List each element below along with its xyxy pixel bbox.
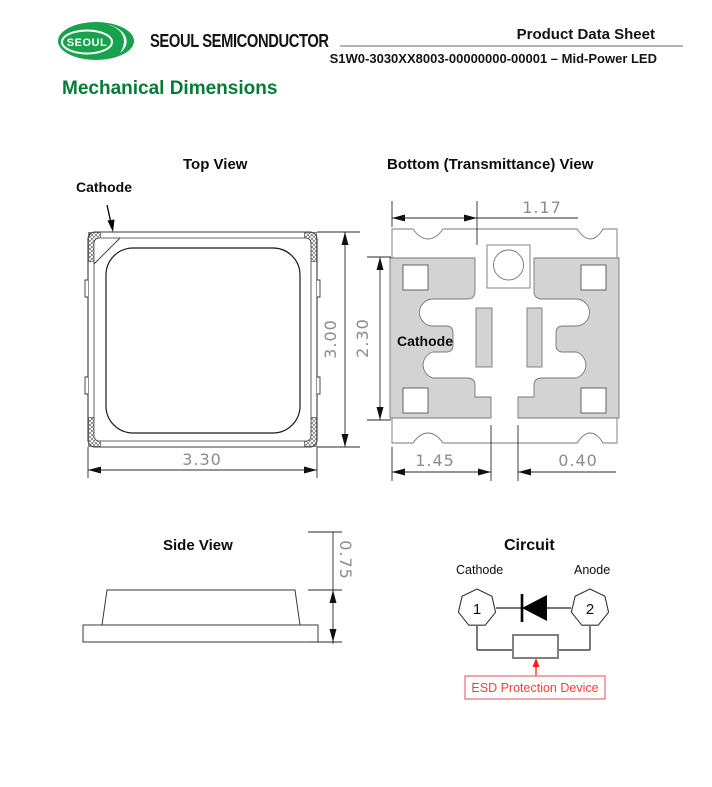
doc-type-title: Product Data Sheet <box>516 26 655 43</box>
top-view-cathode-label: Cathode <box>76 179 132 195</box>
side-base <box>83 625 318 642</box>
dim-arrow <box>377 407 384 420</box>
dim-arrow <box>330 629 337 642</box>
bottom-cathode-label: Cathode <box>397 333 453 349</box>
side-body <box>102 590 300 625</box>
dim-width-value: 3.30 <box>182 450 222 469</box>
dim-arrow <box>377 257 384 270</box>
dim-height-value: 3.00 <box>321 319 340 359</box>
dim-arrow <box>464 215 477 222</box>
dim-left-value: 2.30 <box>353 318 372 358</box>
dim-arrow <box>342 232 349 245</box>
cathode-arrow <box>107 205 115 232</box>
esd-pointer-arrow <box>533 658 540 667</box>
dim-arrow <box>392 469 405 476</box>
circuit-anode-label: Anode <box>574 563 611 577</box>
esd-device-box <box>513 635 558 658</box>
side-view-title: Side View <box>163 537 233 554</box>
dim-arrow <box>392 215 405 222</box>
emitting-area <box>106 248 300 433</box>
company-name: SEOUL SEMICONDUCTOR <box>150 31 329 51</box>
logo-text: SEOUL <box>66 37 108 49</box>
circuit-drawing <box>430 555 690 715</box>
esd-label-text: ESD Protection Device <box>471 681 599 695</box>
page-title: Mechanical Dimensions <box>62 78 278 99</box>
top-view-drawing <box>60 195 380 487</box>
seoul-logo <box>56 20 136 62</box>
dim-side-height-value: 0.75 <box>336 540 355 580</box>
dim-top-value: 1.17 <box>522 198 562 217</box>
pin-1-number: 1 <box>472 601 482 618</box>
dim-arrow <box>478 469 491 476</box>
bottom-view-drawing <box>350 195 650 487</box>
dim-arrow <box>342 434 349 447</box>
pin-2-number: 2 <box>585 601 595 618</box>
dim-arrow <box>330 590 337 603</box>
circuit-cathode-label: Cathode <box>456 563 504 577</box>
circuit-title: Circuit <box>504 537 555 554</box>
dim-bottom-right-value: 0.40 <box>558 451 598 470</box>
dim-arrow <box>518 469 531 476</box>
dim-arrow <box>88 467 101 474</box>
side-view-drawing <box>60 520 360 660</box>
bottom-view-title: Bottom (Transmittance) View <box>387 156 594 173</box>
part-number-line: S1W0-3030XX8003-00000000-00001 – Mid-Power LED <box>329 51 657 66</box>
header-rule <box>340 45 683 47</box>
top-view-title: Top View <box>183 156 248 173</box>
diode-icon <box>522 594 547 622</box>
dim-bottom-left-value: 1.45 <box>415 451 455 470</box>
dim-arrow <box>304 467 317 474</box>
